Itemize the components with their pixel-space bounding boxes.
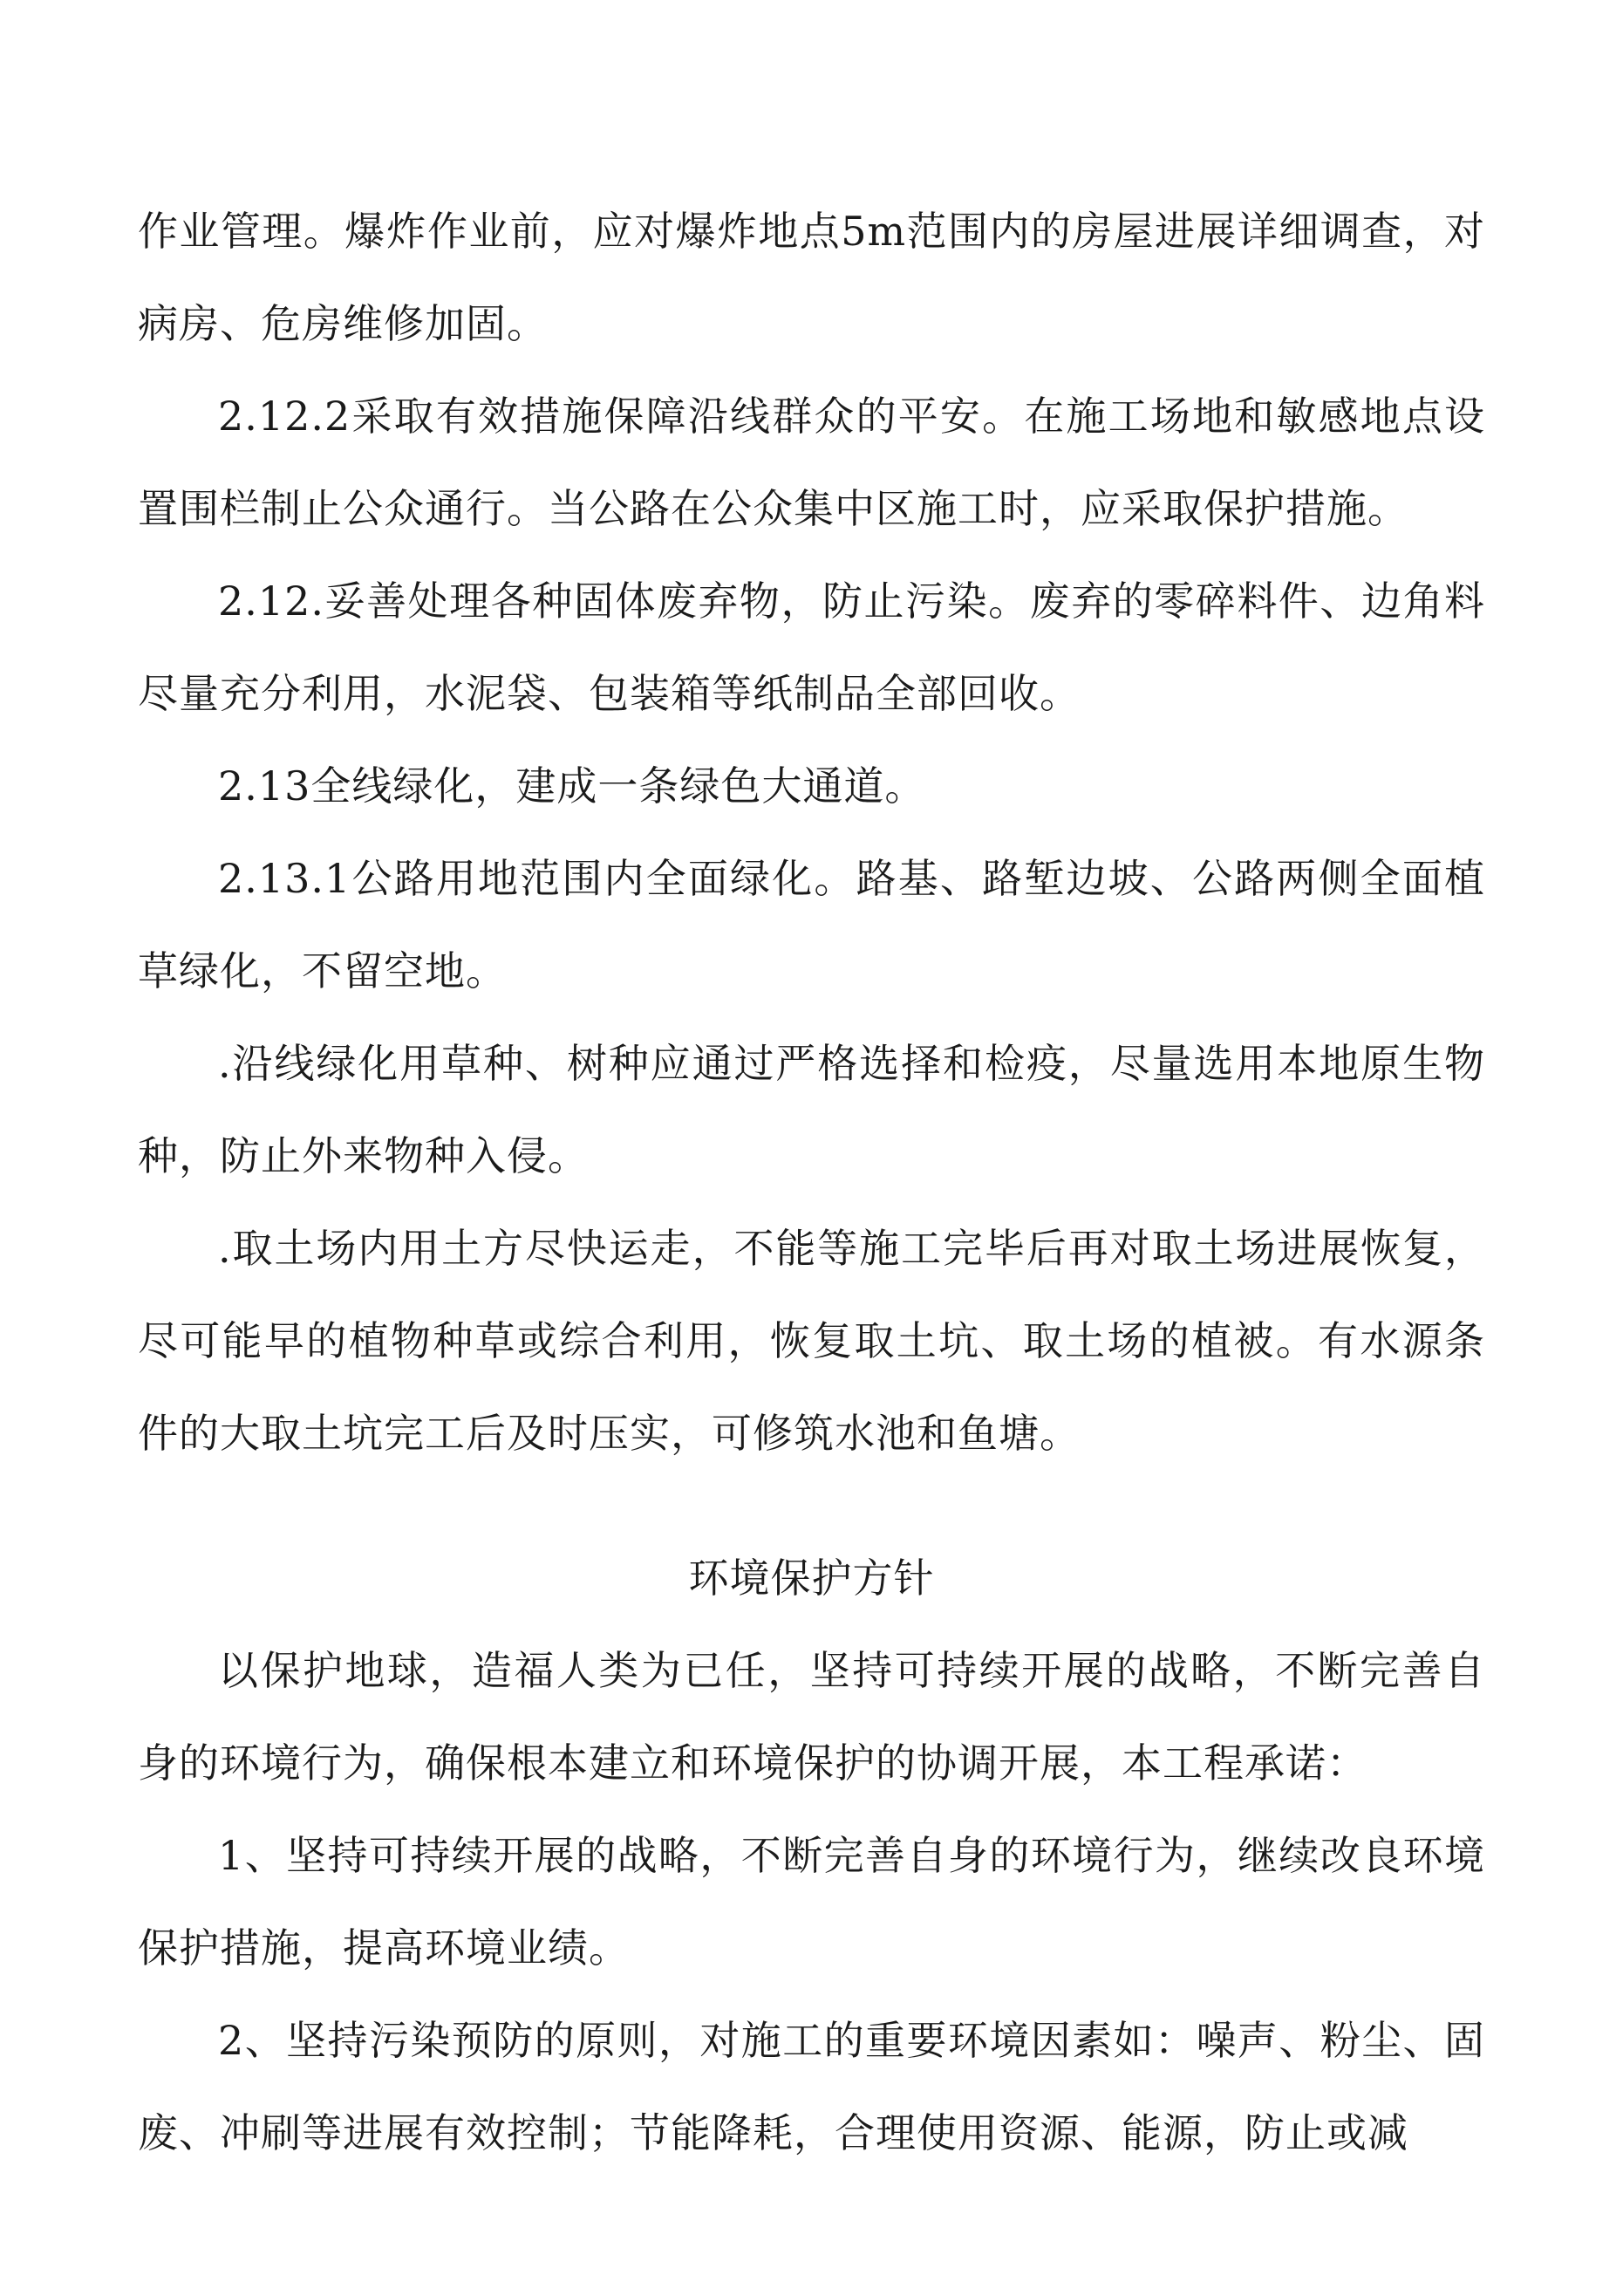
paragraph-solid-waste: 2.12.妥善处理各种固体废弃物，防止污染。废弃的零碎料件、边角料尽量充分利用，水泥袋、包装箱等纸制品全部回收。 bbox=[138, 577, 1485, 717]
paragraph-policy-intro: 以保护地球，造福人类为已任，坚持可持续开展的战略，不断完善自身的环境行为，确保根本建立和环境保护的协调开展，本工程承诺： bbox=[138, 1647, 1485, 1787]
upper-text-block bbox=[138, 185, 1485, 1479]
paragraph-public-safety: 2.12.2采取有效措施保障沿线群众的平安。在施工场地和敏感地点设置围栏制止公众通行。当公路在公众集中区施工时，应采取保护措施。 bbox=[138, 393, 1485, 532]
paragraph-borrow-pit: .取土场内用土方尽快运走，不能等施工完毕后再对取土场进展恢复，尽可能早的植物种草或综合利用，恢复取土坑、取土场的植被。有水源条件的大取土坑完工后及时压实，可修筑水池和鱼塘。 bbox=[138, 1225, 1485, 1457]
paragraph-full-greening: 2.13.1公路用地范围内全面绿化。路基、路堑边坡、公路两侧全面植草绿化，不留空地。 bbox=[138, 855, 1485, 994]
section-title: 环境保护方针 bbox=[688, 1555, 935, 1602]
paragraph-native-species: .沿线绿化用草种、树种应通过严格选择和检疫，尽量选用本地原生物种，防止外来物种入侵。 bbox=[138, 1040, 1485, 1179]
paragraph-blasting-survey: 作业管理。爆炸作业前，应对爆炸地点5m范围内的房屋进展详细调查，对病房、危房维修加固。 bbox=[138, 208, 1485, 347]
paragraph-policy-item-2: 2、坚持污染预防的原则，对施工的重要环境因素如：噪声、粉尘、固废、冲刷等进展有效控制；节能降耗，合理使用资源、能源，防止或减 bbox=[138, 2017, 1485, 2156]
paragraph-greening-heading: 2.13全线绿化，建成一条绿色大通道。 bbox=[218, 762, 926, 810]
lower-text-block bbox=[138, 1624, 1485, 2179]
paragraph-policy-item-1: 1、坚持可持续开展的战略，不断完善自身的环境行为，继续改良环境保护措施，提高环境业绩。 bbox=[138, 1832, 1485, 1971]
